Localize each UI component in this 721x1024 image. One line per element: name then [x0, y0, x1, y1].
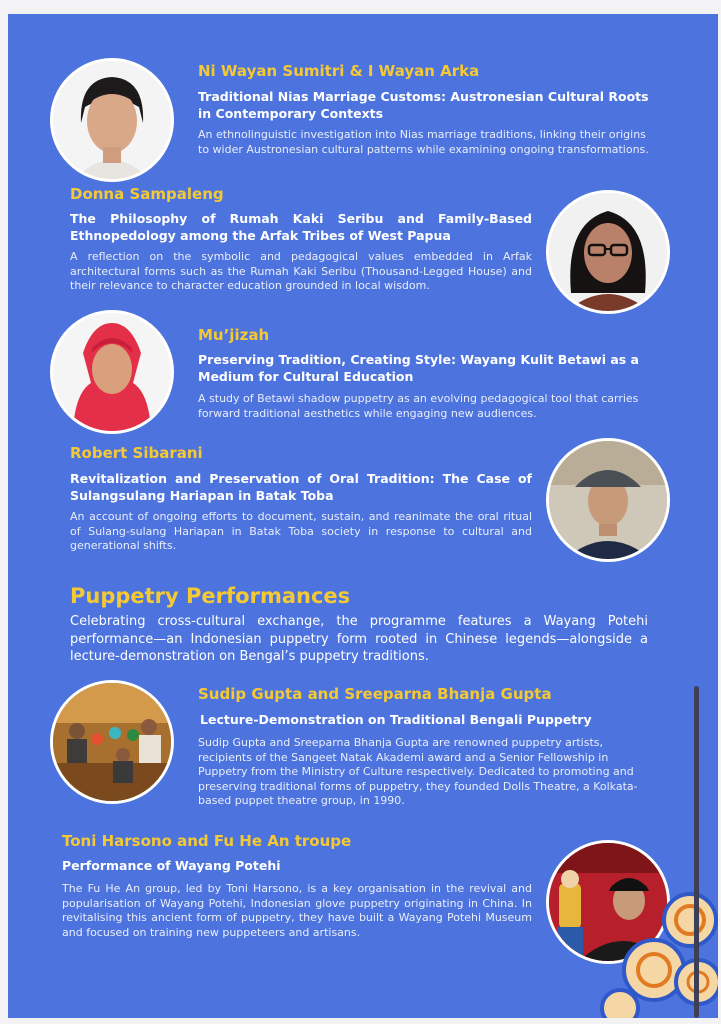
- speaker-photo-mujizah: [50, 310, 174, 434]
- talk-description: A study of Betawi shadow puppetry as an evolving pedagogical tool that carries forward traditional aesthetics while engaging new audiences.: [198, 392, 639, 420]
- performer-photo-gupta: [50, 680, 174, 804]
- talk-title: Preserving Tradition, Creating Style: Wayang Kulit Betawi as a Medium for Cultural Education: [198, 352, 639, 384]
- program-page: [8, 14, 718, 1018]
- performer-name: Sudip Gupta and Sreeparna Bhanja Gupta: [198, 685, 552, 703]
- speaker-photo-sampaleng: [546, 190, 670, 314]
- performance-title: Performance of Wayang Potehi: [62, 858, 281, 873]
- decorative-cloud-ornament: [594, 890, 718, 1018]
- speaker-name: Mu’jizah: [198, 326, 270, 344]
- speaker-name: Ni Wayan Sumitri & I Wayan Arka: [198, 62, 480, 80]
- speaker-name: Robert Sibarani: [70, 444, 203, 462]
- speaker-photo-sumitri: [50, 58, 174, 182]
- talk-title: Revitalization and Preservation of Oral Tradition: The Case of Sulangsulang Hariapan in Batak Toba: [70, 471, 532, 503]
- talk-description: A reflection on the symbolic and pedagogical values embedded in Arfak architectural forms such as the Rumah Kaki Seribu (Thousand-Legged House) and their relevance to character education grounded in local wisdom.: [70, 250, 532, 293]
- talk-title: The Philosophy of Rumah Kaki Seribu and Family-Based Ethnopedology among the Arfak Tribes of West Papua: [70, 211, 532, 243]
- section-intro: Celebrating cross-cultural exchange, the programme features a Wayang Potehi performance—an Indonesian puppetry form rooted in Chinese legends—alongside a lecture-demonstration on Bengal’s puppetry traditions.: [70, 614, 648, 664]
- performance-description: The Fu He An group, led by Toni Harsono, is a key organisation in the revival and popularisation of Wayang Potehi, Indonesian glove puppetry originating in China. In revitalising this ancient form of puppetry, they have built a Wayang Potehi Museum and focused on training new puppeteers and artisans.: [62, 882, 532, 939]
- talk-description: An ethnolinguistic investigation into Nias marriage traditions, linking their origins to wider Austronesian cultural patterns while examining ongoing transformations.: [198, 128, 649, 156]
- speaker-name: Donna Sampaleng: [70, 185, 224, 203]
- scrollbar[interactable]: [694, 686, 699, 1018]
- performance-title: Lecture-Demonstration on Traditional Bengali Puppetry: [200, 712, 592, 727]
- performer-name: Toni Harsono and Fu He An troupe: [62, 832, 352, 850]
- talk-description: An account of ongoing efforts to document, sustain, and reanimate the oral ritual of Sulang-sulang Hariapan in Batak Toba society in response to cultural and generational shifts.: [70, 510, 532, 553]
- section-heading-puppetry: Puppetry Performances: [70, 584, 351, 608]
- talk-title: Traditional Nias Marriage Customs: Austronesian Cultural Roots in Contemporary Contexts: [198, 89, 649, 121]
- performance-description: Sudip Gupta and Sreeparna Bhanja Gupta are renowned puppetry artists, recipients of the Sangeet Natak Akademi award and a Senior Fellowship in Puppetry from the Ministry of Culture respectively. Dedicated to promoting and preserving traditional forms of puppetry, they founded Dolls Theatre, a Kolkata-based puppet theatre group, in 1990.: [198, 736, 638, 808]
- speaker-photo-sibarani: [546, 438, 670, 562]
